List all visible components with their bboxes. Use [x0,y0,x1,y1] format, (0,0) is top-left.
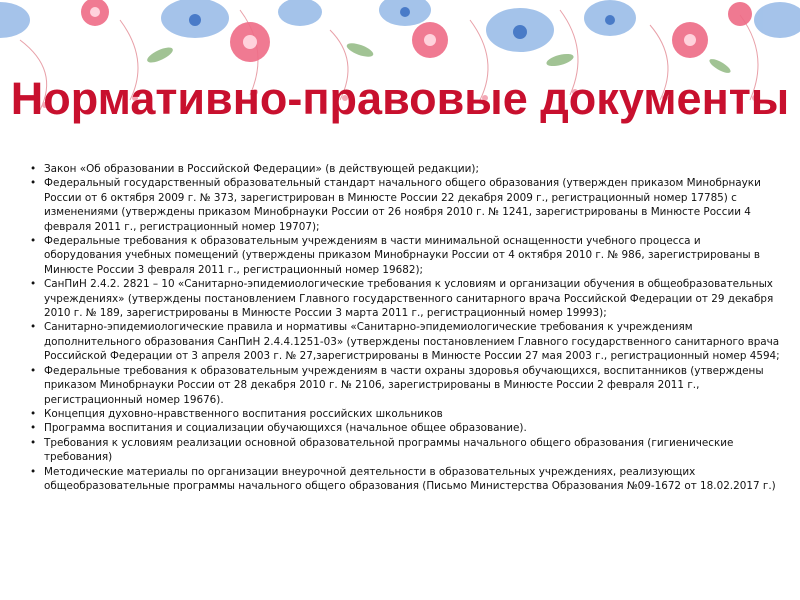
bullet-icon: • [30,321,37,334]
bullet-icon: • [30,422,37,435]
list-item [30,436,780,465]
list-item [30,407,780,421]
list-item-text: Программа воспитания и социализации обучающихся (начальное общее образование). [44,422,527,435]
bullet-icon: • [30,407,37,420]
list-item-text: Требования к условиям реализации основной образовательной программы начального общего образования (гигиенические требования) [44,436,734,464]
document-list [30,162,780,493]
bullet-icon: • [30,465,37,478]
list-item [30,234,780,277]
list-item [30,162,780,176]
list-item [30,176,780,234]
list-item-text: Федеральные требования к образовательным учреждениям в части охраны здоровья обучающихся, воспитанников (утверждены приказом Минобрнауки России от 28 декабря 2010 г. № 2106, зарегистрированы в Минюсте России 2 февраля 2011 г., регистрационный номер 19676). [44,364,764,406]
bullet-icon: • [30,436,37,449]
list-item-text: Федеральные требования к образовательным учреждениям в части минимальной оснащенности учебного процесса и оборудования учебных помещений (утверждены приказом Минобрнауки России от 4 октября 2010 г. № 986, зарегистрированы в Минюсте России 3 февраля 2011 г., регистрационный номер 19682); [44,235,761,276]
list-item [30,364,780,407]
list-item-text: Концепция духовно-нравственного воспитания российских школьников [44,407,443,420]
list-item [30,277,780,320]
bullet-icon: • [30,177,37,190]
list-item [30,421,780,435]
bullet-icon: • [30,163,37,175]
page-title: Нормативно-правовые документы [10,73,790,124]
list-item-text: Санитарно-эпидемиологические правила и нормативы «Санитарно-эпидемиологические требования к учреждениям дополнительного образования СанПиН 2.4.4.1251-03» (утверждены постановлением Главного государственного санитарного врача Российской Федерации от 3 апреля 2003 г. № 27,зарегистрированы в Минюсте России 27 мая 2003 г., регистрационный номер 4594; [44,321,780,363]
list-item [30,320,780,363]
bullet-icon: • [30,235,37,248]
bullet-icon: • [30,364,37,377]
list-item [30,465,780,494]
bullet-icon: • [30,278,37,291]
list-item-text: Федеральный государственный образовательный стандарт начального общего образования (утвержден приказом Минобрнауки России от 6 октября 2009 г. № 373, зарегистрирован в Минюсте России 22 декабря 2009 г., регистрационный номер 17785) с изменениями (утверждены приказом Минобрнауки России от 26 ноября 2010 г. № 1241, зарегистрированы в Минюсте России 4 февраля 2011 г., регистрационный номер 19707); [44,177,761,233]
list-item-text: СанПиН 2.4.2. 2821 – 10 «Санитарно-эпидемиологические требования к условиям и организации обучения в общеобразовательных учреждениях» (утверждены постановлением Главного государственного санитарного врача Российской Федерации от 29 декабря 2010 г. № 189, зарегистрированы в Минюсте России 3 марта 2011 г., регистрационный номер 19993); [44,278,774,320]
list-item-text: Закон «Об образовании в Российской Федерации» (в действующей редакции); [44,163,479,175]
list-item-text: Методические материалы по организации внеурочной деятельности в образовательных учреждениях, реализующих общеобразовательные программы начального общего образования (Письмо Министерства Образования №09-1672 от 18.02.2017 г.) [44,465,776,492]
